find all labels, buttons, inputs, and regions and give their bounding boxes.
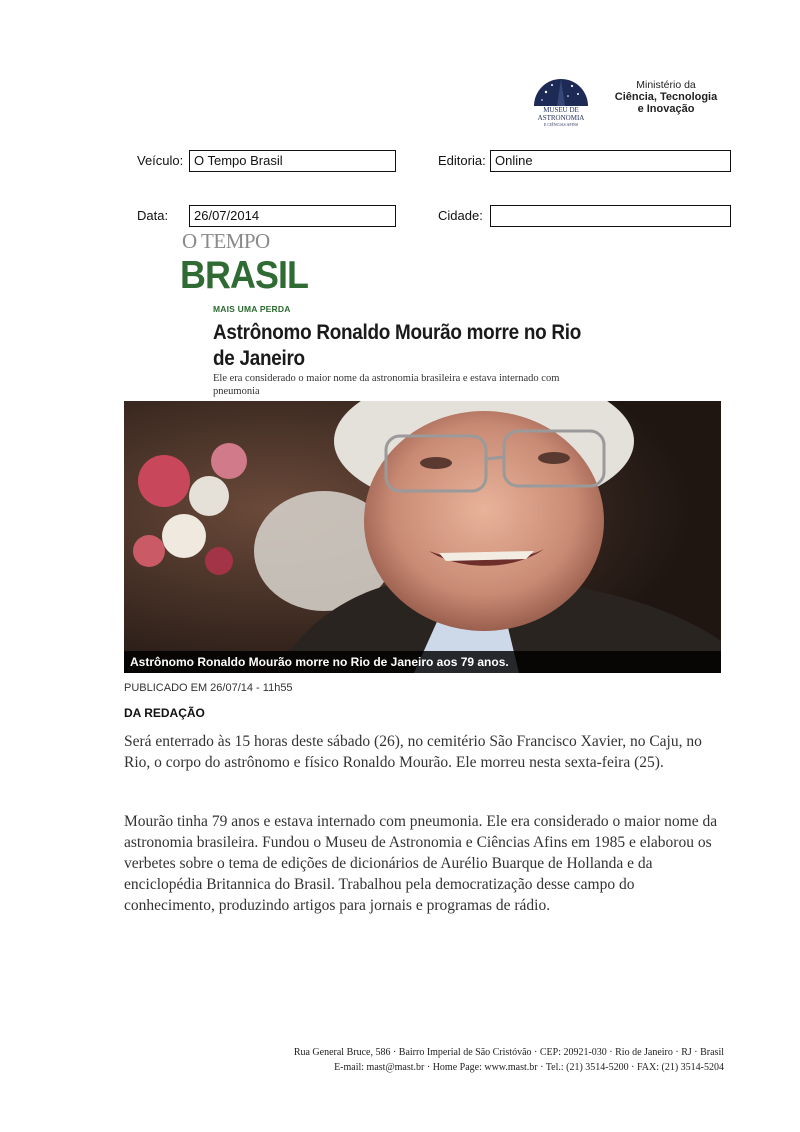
- veiculo-field: O Tempo Brasil: [189, 150, 396, 172]
- article-subhead: Ele era considerado o maior nome da astronomia brasileira e estava internado com pneumonia: [213, 373, 560, 397]
- ministry-line3: e Inovação: [637, 103, 695, 115]
- data-field: 26/07/2014: [189, 205, 396, 227]
- article-photo: [124, 401, 721, 673]
- observatory-dome-icon: [528, 72, 594, 106]
- editoria-field: Online: [490, 150, 731, 172]
- museum-logo-line2: ASTRONOMIA: [537, 114, 585, 122]
- museum-logo-line3: E CIÊNCIAS AFINS: [543, 122, 579, 127]
- ministry-line1: Ministério da: [636, 79, 696, 91]
- museum-logo-line1: MUSEU DE: [543, 106, 579, 114]
- publication-large: BRASIL: [180, 254, 309, 297]
- portrait-image: [124, 401, 721, 673]
- footer-address: Rua General Bruce, 586 · Bairro Imperial de São Cristóvão · CEP: 20921-030 · Rio de Janeiro · RJ · Brasil: [293, 1047, 724, 1058]
- article-paragraph-2: Mourão tinha 79 anos e estava internado com pneumonia. Ele era considerado o maior nome da astronomia brasileira. Fundou o Museu de Astronomia e Ciências Afins em 1985 e elaborou os verbetes sobre o tema de edições de dicionários de Aurélio Buarque de Hollanda e da enciclopédia Britannica do Brasil. Trabalhou pela democratização desse campo do conhecimento, produzindo artigos para jornais e programas de rádio.: [124, 813, 718, 914]
- article-headline: Astrônomo Ronaldo Mourão morre no Rio de Janeiro: [213, 321, 582, 370]
- byline: DA REDAÇÃO: [124, 706, 205, 720]
- veiculo-label: Veículo:: [137, 153, 184, 168]
- cidade-field: [490, 205, 731, 227]
- article-kicker: MAIS UMA PERDA: [213, 304, 291, 314]
- photo-caption: Astrônomo Ronaldo Mourão morre no Rio de Janeiro aos 79 anos.: [124, 651, 721, 673]
- museum-logo: [528, 72, 594, 132]
- published-date: PUBLICADO EM 26/07/14 - 11h55: [124, 682, 293, 694]
- ministry-logo: [606, 79, 726, 115]
- footer-contact: E-mail: mast@mast.br · Home Page: www.mast.br · Tel.: (21) 3514-5200 · FAX: (21) 3514-5204: [334, 1062, 724, 1073]
- editoria-label: Editoria:: [438, 153, 486, 168]
- ministry-line2: Ciência, Tecnologia: [614, 91, 718, 103]
- article-paragraph-1: Será enterrado às 15 horas deste sábado (26), no cemitério São Francisco Xavier, no Caju, no Rio, o corpo do astrônomo e físico Ronaldo Mourão. Ele morreu nesta sexta-feira (25).: [124, 733, 702, 771]
- data-label: Data:: [137, 208, 169, 223]
- publication-small: O TEMPO: [182, 229, 270, 253]
- cidade-label: Cidade:: [438, 208, 483, 223]
